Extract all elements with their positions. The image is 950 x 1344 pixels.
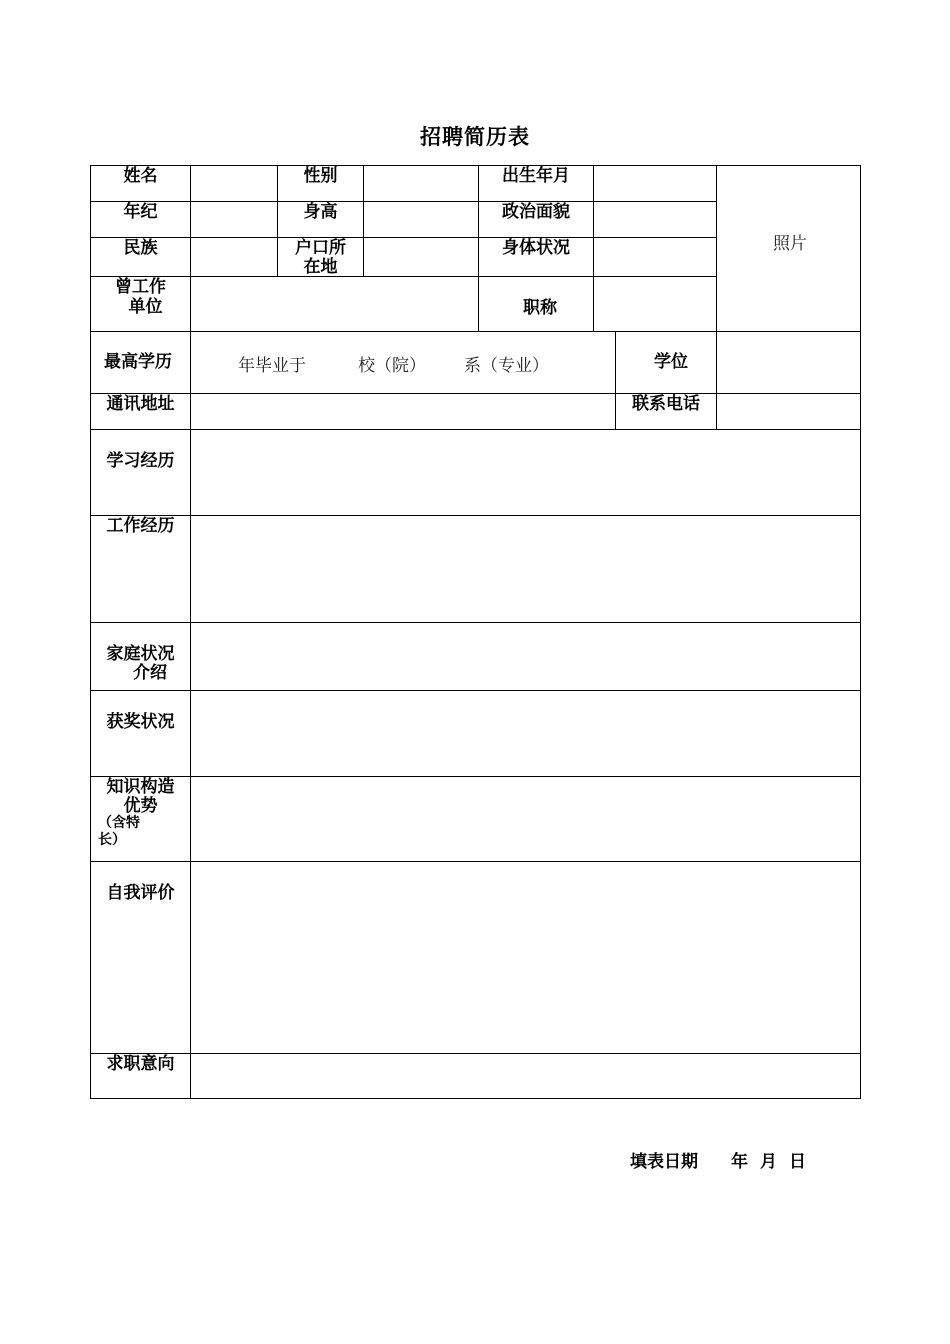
political-label: 政治面貌	[502, 202, 570, 222]
self-eval-field[interactable]	[191, 862, 860, 1053]
education-school-text: 校（院）	[358, 356, 426, 376]
job-title-label: 职称	[523, 298, 557, 318]
health-label: 身体状况	[502, 238, 570, 258]
education-field[interactable]	[191, 332, 615, 393]
address-label: 通讯地址	[106, 394, 175, 414]
education-dept-text: 系（专业）	[464, 356, 549, 376]
knowledge-label-line1: 知识构造	[106, 777, 175, 797]
address-field[interactable]	[191, 394, 615, 429]
former-unit-field[interactable]	[191, 277, 478, 331]
education-label: 最高学历	[104, 352, 172, 372]
family-label-line2: 介绍	[133, 663, 167, 683]
work-history-label: 工作经历	[106, 516, 175, 536]
height-field[interactable]	[364, 202, 478, 237]
knowledge-label-line4: 长）	[98, 832, 126, 848]
self-eval-label: 自我评价	[106, 883, 175, 903]
name-label: 姓名	[123, 166, 158, 186]
age-field[interactable]	[191, 202, 277, 237]
page-title: 招聘简历表	[420, 125, 530, 149]
height-label: 身高	[303, 202, 338, 222]
photo-placeholder: 照片	[773, 234, 807, 254]
fill-date-label: 填表日期	[630, 1152, 698, 1172]
education-year-text: 年毕业于	[238, 356, 306, 376]
gender-label: 性别	[303, 166, 338, 186]
degree-field[interactable]	[717, 332, 860, 393]
knowledge-label-line2: 优势	[123, 796, 158, 816]
hukou-label-line2: 在地	[303, 257, 338, 277]
former-unit-label-line1: 曾工作	[115, 277, 166, 297]
political-field[interactable]	[594, 202, 716, 237]
family-label-line1: 家庭状况	[106, 644, 175, 664]
table-border-bottom	[90, 1098, 861, 1099]
awards-label: 获奖状况	[106, 712, 175, 732]
knowledge-label-line3: （含特	[98, 815, 140, 831]
study-history-field[interactable]	[191, 430, 860, 515]
study-history-label: 学习经历	[106, 451, 175, 471]
knowledge-field[interactable]	[191, 777, 860, 861]
photo-field[interactable]	[717, 166, 860, 331]
health-field[interactable]	[594, 238, 716, 276]
degree-label: 学位	[654, 352, 688, 372]
intention-label: 求职意向	[106, 1054, 175, 1074]
work-history-field[interactable]	[191, 516, 860, 622]
name-field[interactable]	[191, 166, 277, 201]
age-label: 年纪	[123, 202, 158, 222]
fill-date-year: 年	[731, 1152, 748, 1172]
hukou-label-line1: 户口所	[295, 238, 346, 258]
phone-label: 联系电话	[632, 394, 700, 414]
awards-field[interactable]	[191, 691, 860, 776]
table-border-right	[860, 165, 861, 1099]
birth-label: 出生年月	[502, 166, 570, 186]
phone-field[interactable]	[717, 394, 860, 429]
family-field[interactable]	[191, 623, 860, 690]
birth-field[interactable]	[594, 166, 716, 201]
job-title-field[interactable]	[594, 277, 716, 331]
former-unit-label-line2: 单位	[128, 297, 163, 317]
ethnicity-field[interactable]	[191, 238, 277, 276]
ethnicity-label: 民族	[123, 238, 158, 258]
hukou-field[interactable]	[364, 238, 478, 276]
gender-field[interactable]	[364, 166, 478, 201]
fill-date-day: 日	[789, 1152, 806, 1172]
col-divider	[615, 331, 616, 430]
intention-field[interactable]	[191, 1054, 860, 1098]
fill-date-month: 月	[760, 1152, 777, 1172]
